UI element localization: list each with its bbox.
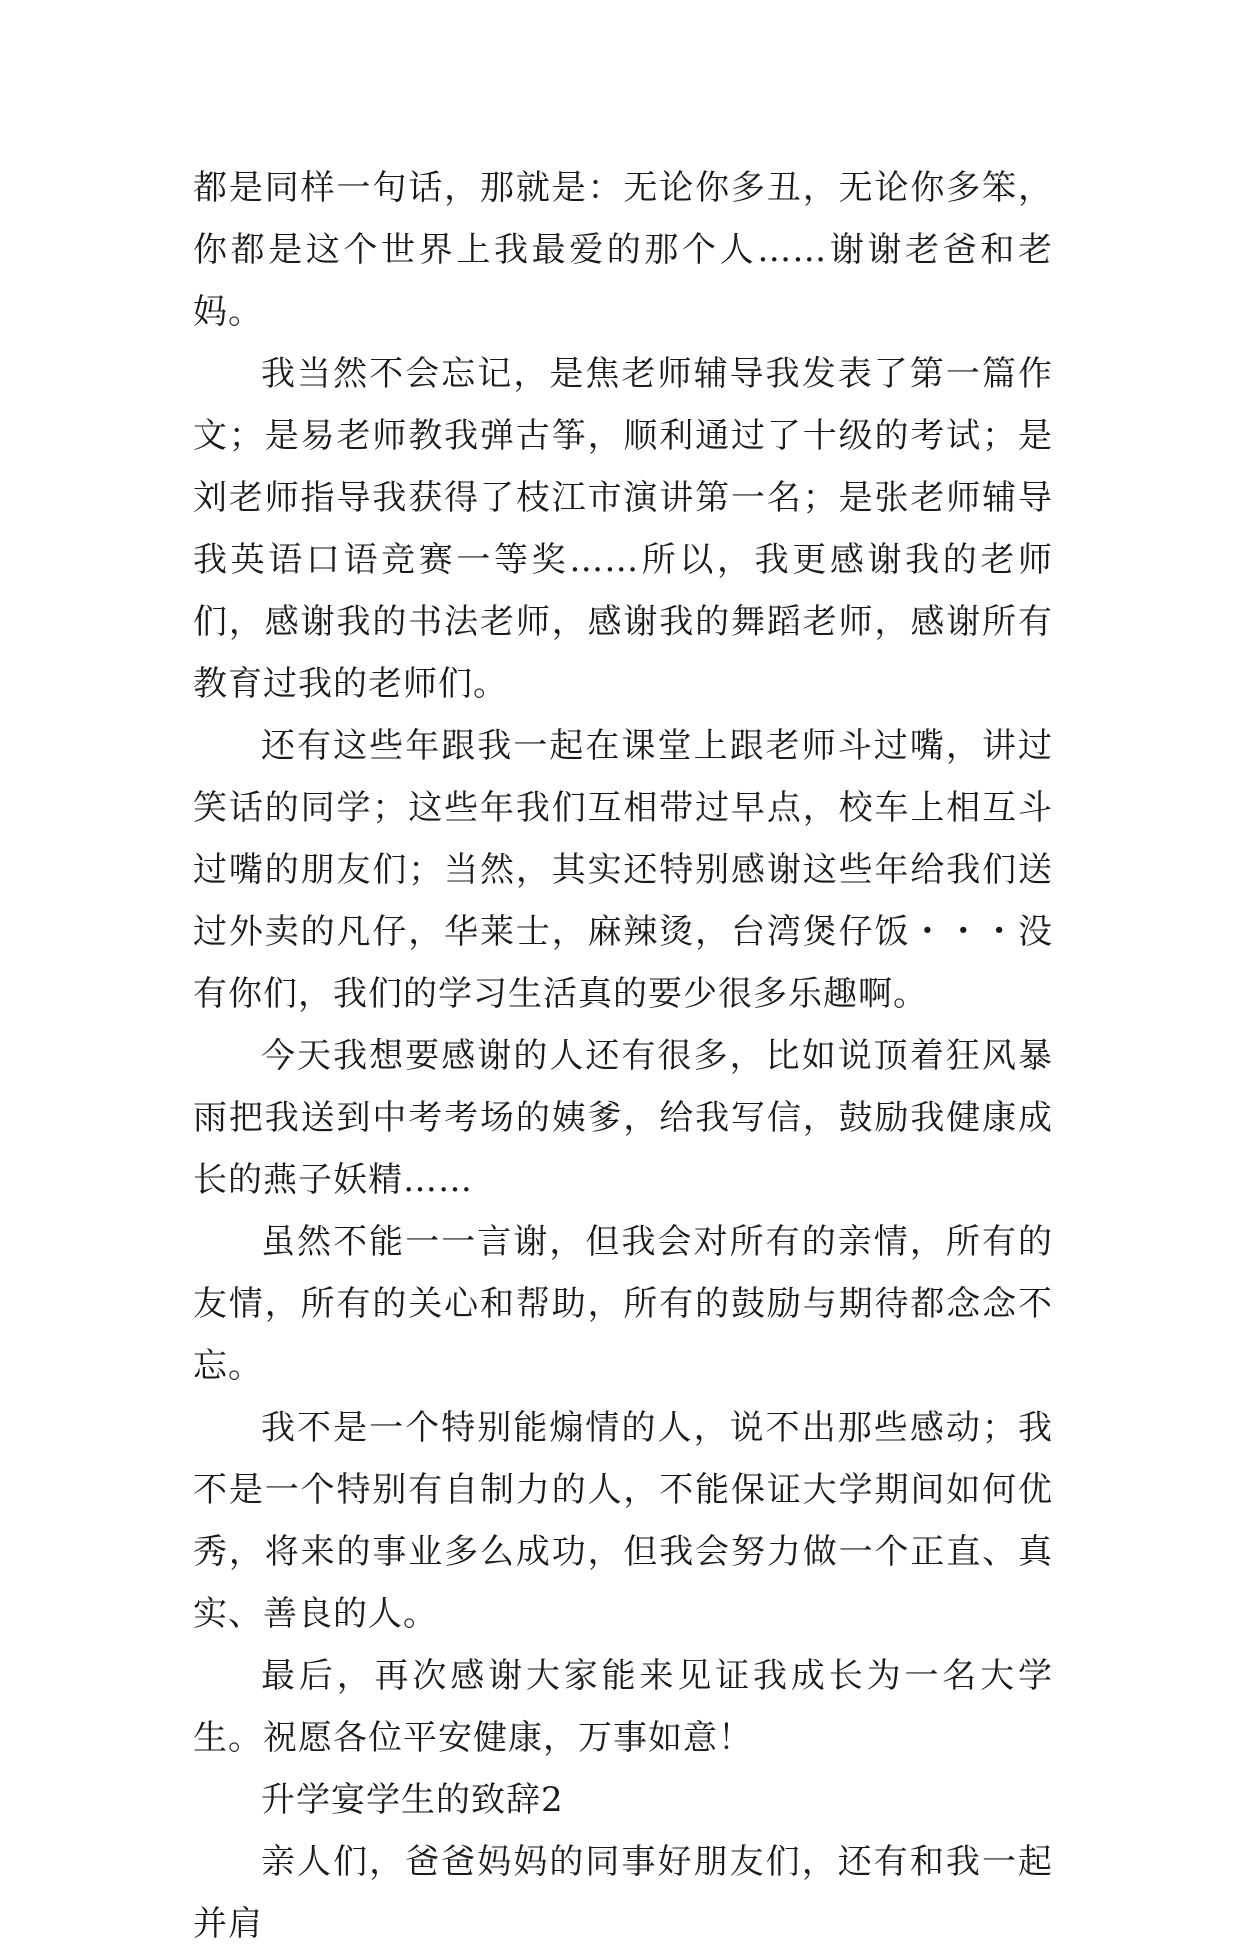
paragraph-gratitude: 虽然不能一一言谢，但我会对所有的亲情，所有的友情，所有的关心和帮助，所有的鼓励与期待都念念不忘。 xyxy=(193,1222,1053,1386)
paragraph-classmates-thanks: 还有这些年跟我一起在课堂上跟老师斗过嘴，讲过笑话的同学；这些年我们互相带过早点，校车上相互斗过嘴的朋友们；当然，其实还特别感谢这些年给我们送过外卖的凡仔，华莱士，麻辣烫，台湾煲仔饭・・・没有你们，我们的学习生活真的要少很多乐趣啊。 xyxy=(193,726,1053,1014)
paragraph-self-reflection: 我不是一个特别能煽情的人，说不出那些感动；我不是一个特别有自制力的人，不能保证大学期间如何优秀，将来的事业多么成功，但我会努力做一个正直、真实、善良的人。 xyxy=(193,1408,1053,1634)
document-body xyxy=(193,157,1053,1955)
paragraph-parents-thanks: 都是同样一句话，那就是：无论你多丑，无论你多笨，你都是这个世界上我最爱的那个人……谢谢老爸和老妈。 xyxy=(193,168,1053,332)
section-heading: 升学宴学生的致辞2 xyxy=(261,1780,564,1820)
paragraph-speech-opening: 亲人们，爸爸妈妈的同事好朋友们，还有和我一起并肩 xyxy=(193,1842,1053,1944)
paragraph-others-thanks: 今天我想要感谢的人还有很多，比如说顶着狂风暴雨把我送到中考考场的姨爹，给我写信，鼓励我健康成长的燕子妖精…… xyxy=(193,1036,1053,1200)
paragraph-teachers-thanks: 我当然不会忘记，是焦老师辅导我发表了第一篇作文；是易老师教我弹古筝，顺利通过了十级的考试；是刘老师指导我获得了枝江市演讲第一名；是张老师辅导我英语口语竞赛一等奖……所以，我更感谢我的老师们，感谢我的书法老师，感谢我的舞蹈老师，感谢所有教育过我的老师们。 xyxy=(193,354,1053,704)
paragraph-closing-wishes: 最后，再次感谢大家能来见证我成长为一名大学生。祝愿各位平安健康，万事如意！ xyxy=(193,1656,1053,1758)
